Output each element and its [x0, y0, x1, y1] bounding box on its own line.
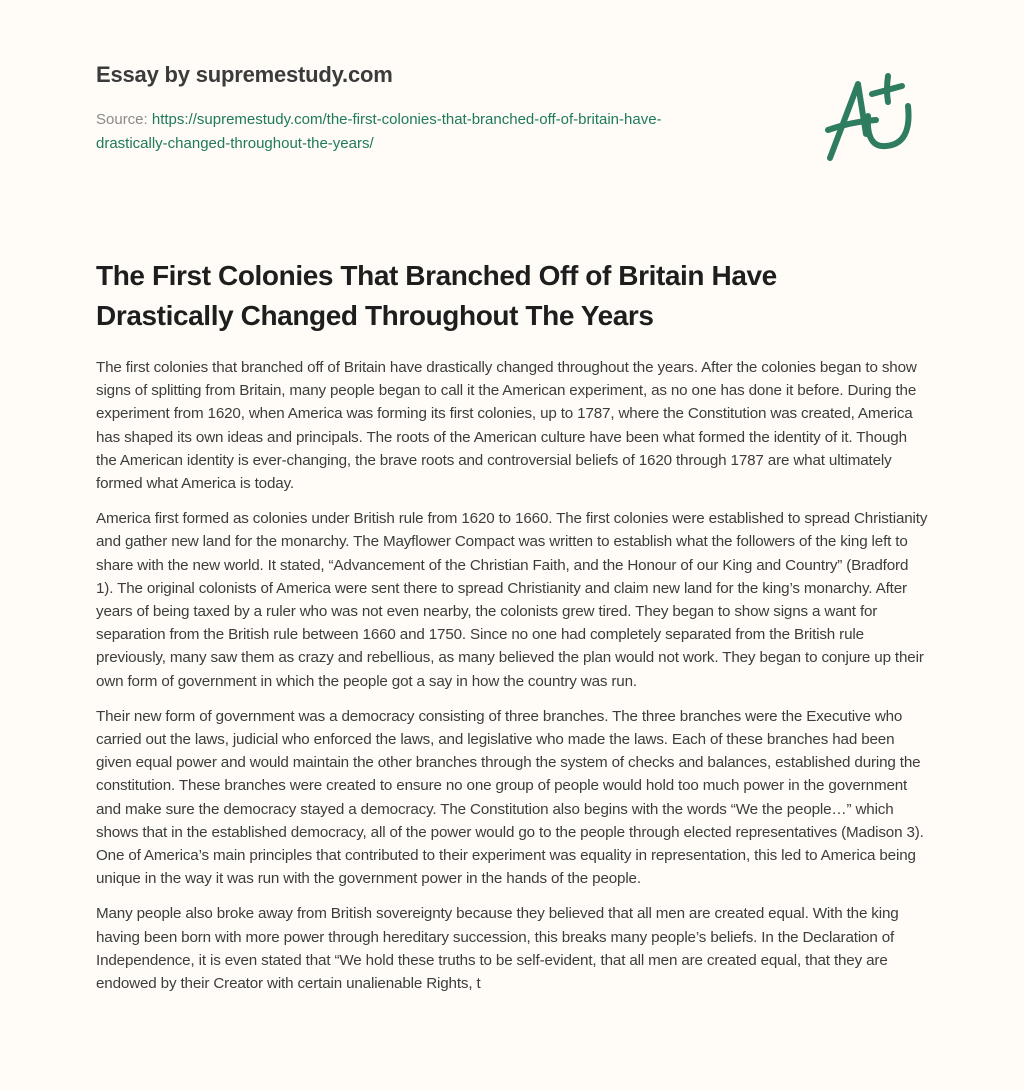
article-title: The First Colonies That Branched Off of Britain Have Drastically Changed Throughout The Years	[96, 260, 777, 331]
paragraph: Their new form of government was a democracy consisting of three branches. The three branches were the Executive who carried out the laws, judicial who enforced the laws, and legislative who made the laws. Each of these branches had been given equal power and would maintain the other branches through the system of checks and balances, established during the constitution. These branches were created to ensure no one group of people would hold too much power in the government and make sure the democracy stayed a democracy. The Constitution also begins with the words “We the people…” which shows that in the established democracy, all of the power would go to the people through elected representatives (Madison 3). One of America’s main principles that contributed to their experiment was equality in representation, this led to America being unique in the way it was run with the government power in the hands of the people.	[96, 707, 924, 888]
site-title: Essay by supremestudy.com	[96, 62, 393, 87]
source-link-line1: https://supremestudy.com/the-first-colonies-that-branched-off-of-britain-have-	[151, 111, 662, 128]
source-label: Source:	[96, 111, 148, 128]
source-line	[96, 108, 796, 156]
a-plus-grade-icon	[820, 72, 930, 167]
paragraph: Many people also broke away from British sovereignty because they believed that all men are created equal. With the king having been born with more power through hereditary succession, this breaks many people’s beliefs. In the Declaration of Independence, it is even stated that “We hold these truths to be self-evident, that all men are created equal, that they are endowed by their Creator with certain unalienable Rights, t	[96, 905, 899, 993]
page-header	[96, 62, 796, 156]
source-link-line2: drastically-changed-throughout-the-years/	[96, 135, 374, 152]
article-body	[96, 356, 928, 1007]
source-link[interactable]	[96, 111, 662, 152]
paragraph: America first formed as colonies under British rule from 1620 to 1660. The first colonies were established to spread Christianity and gather new land for the monarchy. The Mayflower Compact was written to establish what the followers of the king left to share with the new world. It stated, “Advancement of the Christian Faith, and the Honour of our King and Country” (Bradford 1). The original colonists of America were sent there to spread Christianity and claim new land for the king’s monarchy. After years of being taxed by a ruler who was not even nearby, the colonists grew tired. They began to show signs a want for separation from the British rule between 1660 and 1750. Since no one had completely separated from the British rule previously, many saw them as crazy and rebellious, as many believed the plan would not work. They began to conjure up their own form of government in which the people got a say in how the country was run.	[96, 510, 928, 690]
paragraph: The first colonies that branched off of Britain have drastically changed throughout the years. After the colonies began to show signs of splitting from Britain, many people began to call it the American experiment, as no one has done it before. During the experiment from 1620, when America was forming its first colonies, up to 1787, where the Constitution was created, America has shaped its own ideas and principals. The roots of the American culture have been what formed the identity of it. Though the American identity is ever-changing, the brave roots and controversial beliefs of 1620 through 1787 are what ultimately formed what America is today.	[96, 359, 917, 493]
